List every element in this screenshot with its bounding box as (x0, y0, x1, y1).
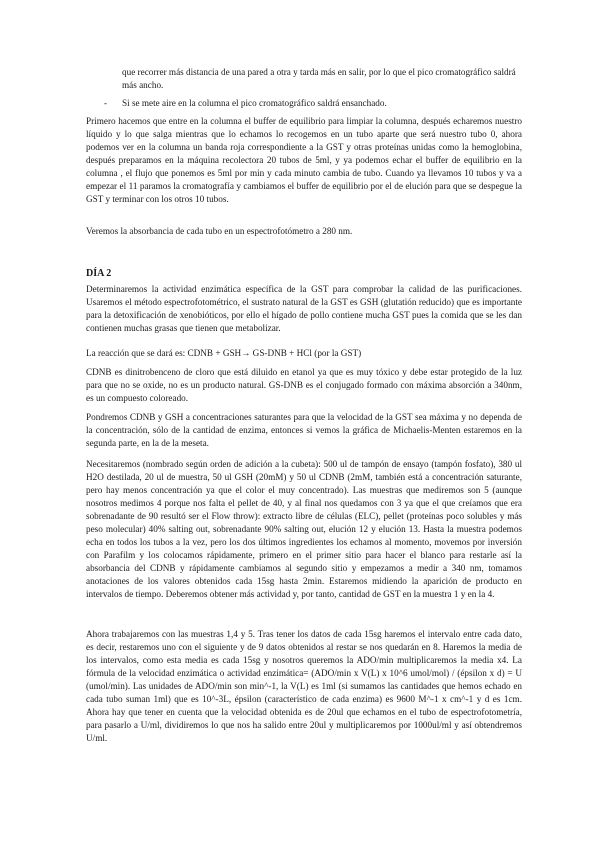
bullet-dash: - (104, 98, 108, 108)
list-item-continuation: que recorrer más distancia de una pared a otra y tarda más en salir, por lo que el pico cromatográfico saldrá más ancho. (122, 67, 516, 90)
paragraph-reaction: La reacción que se dará es: CDNB + GSH→ GS-DNB + HCl (por la GST) (86, 348, 362, 358)
section-heading: DÍA 2 (86, 268, 112, 279)
paragraph-calculation: Ahora trabajaremos con las muestras 1,4 y 5. Tras tener los datos de cada 15sg haremos el intervalo entre cada dato, es decir, restaremos uno con el siguiente y de 9 datos obtenidos al restar se nos quedarán en 8. Haremos la media de los intervalos, como esta media es cada 15sg y nosotros queremos la ADO/min multiplicaremos la media x4. La fórmula de la velocidad enzimática o actividad enzimática= (ADO/min x V(L) x 10^6 umol/mol) / (épsilon x d) = U (umol/min). Las unidades de ADO/min son min^-1, la V(L) es 1ml (si sumamos las cantidades que hemos echado en cada tubo suman 1ml) que es 10^-3L, épsilon (característico de cada enzima) es 9600 M^-1 x cm^-1 y d es 1cm. Ahora hay que tener en cuenta que la velocidad obtenida es de 20ul que echamos en el tubo de espectrofotometría, para pasarlo a U/ml, dividiremos lo que nos ha salido entre 20ul y multiplicaremos por 1000ul/ml y así obtendremos U/ml. (86, 629, 522, 743)
paragraph-saturation: Pondremos CDNB y GSH a concentraciones saturantes para que la velocidad de la GST sea máxima y no dependa de la concentración, sólo de la cantidad de enzima, entonces si vemos la gráfica de Michaelis-Menten estaremos en la segunda parte, en la de la meseta. (86, 412, 522, 448)
paragraph-cdnb: CDNB es dinitrobenceno de cloro que está diluido en etanol ya que es muy tóxico y debe estar protegido de la luz para que no se oxide, no es un producto natural. GS-DNB es el conjugado formado con máxima absorción a 340nm, es un compuesto coloreado. (86, 367, 522, 403)
paragraph-absorbance: Veremos la absorbancia de cada tubo en un espectrofotómetro a 280 nm. (86, 226, 353, 236)
paragraph-materials: Necesitaremos (nombrado según orden de adición a la cubeta): 500 ul de tampón de ensayo (tampón fosfato), 380 ul H2O destilada, 20 ul de muestra, 50 ul GSH (20mM) y 50 ul CDNB (2mM, también está a concentración saturante, pero hay menos concentración ya que el color el muy concentrado). Las muestras que mediremos son 5 (aunque nosotros medimos 4 porque nos falta el pellet de 40, y al final nos quedamos con 3 ya que el que creíamos que era sobrenadante de 90 resultó ser el Flow throw): extracto libre de células (ELC), pellet (proteínas poco solubles y más peso molecular) 40% salting out, sobrenadante 90% salting out, elución 12 y elución 13. Hasta la muestra podemos echa en todos los tubos a la vez, pero los dos últimos ingredientes los echamos al momento, movemos por inversión con Parafilm y los colocamos rápidamente, primero en el primer sitio para hacer el blanco para restarle así la absorbancia del CDNB y rápidamente cambiamos al segundo sitio y empezamos a medir a 340 nm, tomamos anotaciones de los valores obtenidos cada 15sg hasta 2min. Estaremos midiendo la aparición de producto en intervalos de tiempo. Deberemos obtener más actividad y, por tanto, cantidad de GST en la muestra 1 y en la 4. (86, 459, 522, 599)
paragraph-procedure: Primero hacemos que entre en la columna el buffer de equilibrio para limpiar la columna, después echaremos nuestro líquido y lo que salga mientras que lo echamos lo recogemos en un tubo aparte que será nuestro tubo 0, ahora podemos ver en la columna un banda roja correspondiente a la GST y otras proteínas unidas como la hemoglobina, después preparamos en la máquina recolectora 20 tubos de 5ml, y ya podemos echar el buffer de equilibrio en la columna , el flujo que ponemos es 5ml por min y cada minuto cambia de tubo. Cuando ya llevamos 10 tubos y va a empezar el 11 paramos la cromatografía y cambiamos el buffer de equilibrio por el de elución para que se despegue la GST y terminar con los otros 10 tubos. (86, 116, 522, 204)
bullet-text: Si se mete aire en la columna el pico cromatográfico saldrá ensanchado. (122, 98, 387, 108)
paragraph-activity: Determinaremos la actividad enzimática específica de la GST para comprobar la calidad de las purificaciones. Usaremos el método espectrofotométrico, el sustrato natural de la GST es GSH (glutatión reducido) que es importante para la detoxificación de xenobióticos, por ello el hígado de pollo contiene mucha GST pues la comida que se les dan contienen muchas grasas que tienen que metabolizar. (86, 284, 522, 333)
